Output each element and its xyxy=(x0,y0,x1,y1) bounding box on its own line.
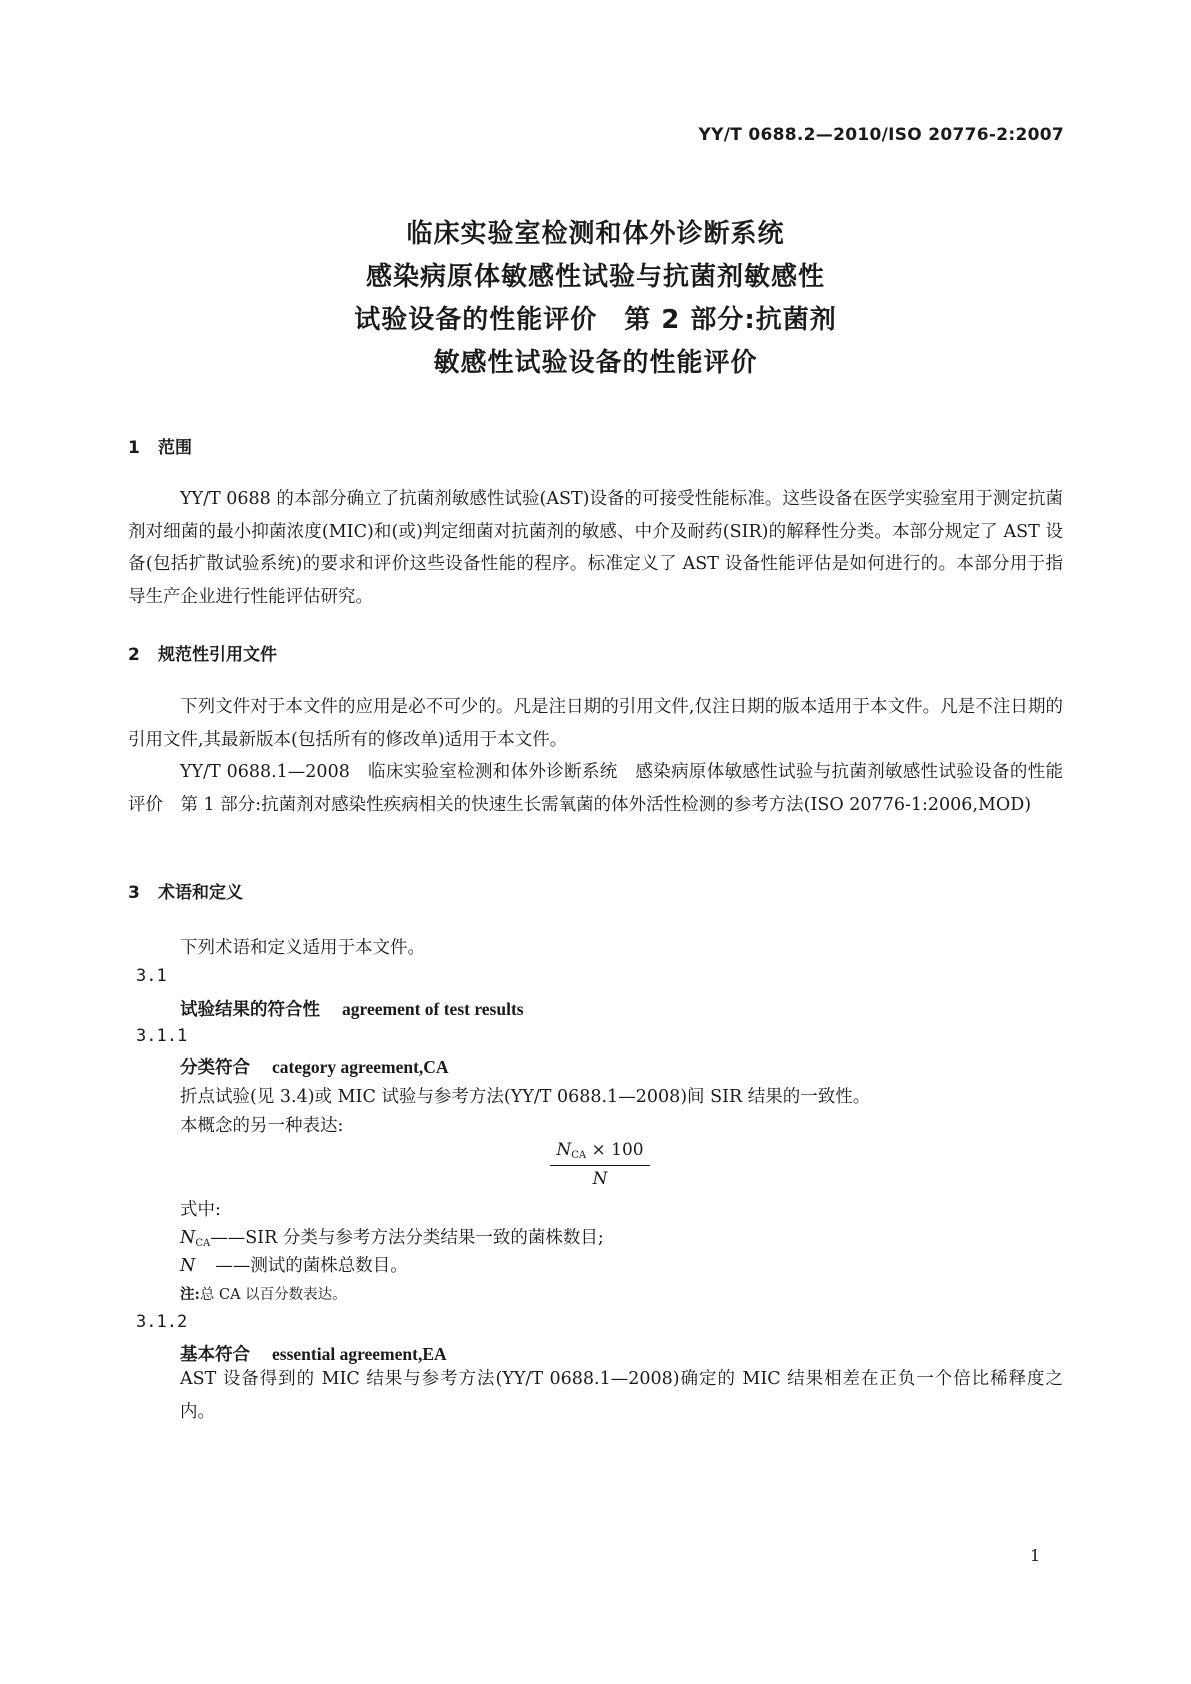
page-number: 1 xyxy=(1030,1546,1041,1565)
term-3-1-en: agreement of test results xyxy=(342,999,524,1019)
term-3-1-1-en: category agreement,CA xyxy=(272,1057,449,1077)
term-3-1 xyxy=(180,996,524,1021)
section-1-heading xyxy=(128,433,192,458)
term-3-1-number: 3.1 xyxy=(136,966,167,986)
section-2-text-1: 下列文件对于本文件的应用是必不可少的。凡是注日期的引用文件,仅注日期的版本适用于本文件。凡是不注日期的引用文件,其最新版本(包括所有的修改单)适用于本文件。 xyxy=(128,697,1063,750)
note-label: 注: xyxy=(180,1286,200,1303)
title-line-3: 试验设备的性能评价 第 2 部分:抗菌剂 xyxy=(354,305,837,335)
term-3-1-2-en: essential agreement,EA xyxy=(272,1344,447,1364)
section-2-title: 规范性引用文件 xyxy=(158,645,277,665)
section-2-text-2: YY/T 0688.1—2008 临床实验室检测和体外诊断系统 感染病原体敏感性试验与抗菌剂敏感性试验设备的性能评价 第 1 部分:抗菌剂对感染性疾病相关的快速生长需氧菌的体外活性检测的参考方法(ISO 20776-1:2006,MOD) xyxy=(128,762,1063,815)
term-3-1-2-definition: AST 设备得到的 MIC 结果与参考方法(YY/T 0688.1—2008)确定的 MIC 结果相差在正负一个倍比稀释度之内。 xyxy=(180,1369,1063,1422)
section-3-intro: 下列术语和定义适用于本文件。 xyxy=(180,938,425,958)
section-2-paragraph-2 xyxy=(128,756,1063,821)
title-line-4: 敏感性试验设备的性能评价 xyxy=(433,348,758,378)
section-2-heading xyxy=(128,640,277,665)
term-3-1-1-zh: 分类符合 xyxy=(180,1058,250,1078)
term-3-1-1 xyxy=(180,1054,449,1079)
standard-code: YY/T 0688.2—2010/ISO 20776-2:2007 xyxy=(698,125,1064,145)
section-1-paragraph xyxy=(128,483,1063,613)
ca-formula xyxy=(550,1140,650,1189)
term-3-1-1-number: 3.1.1 xyxy=(136,1026,188,1046)
section-3-title: 术语和定义 xyxy=(158,883,243,903)
note xyxy=(180,1283,347,1304)
term-3-1-2-zh: 基本符合 xyxy=(180,1345,250,1365)
section-3-heading xyxy=(128,878,243,903)
title-line-1: 临床实验室检测和体外诊断系统 xyxy=(406,219,785,249)
note-text: 总 CA 以百分数表达。 xyxy=(199,1287,347,1303)
formula-numerator: $N_{CA} \times 100$ xyxy=(556,1140,644,1161)
section-2-paragraph-1 xyxy=(128,691,1063,756)
term-3-1-2-number: 3.1.2 xyxy=(136,1312,188,1332)
section-1-text: YY/T 0688 的本部分确立了抗菌剂敏感性试验(AST)设备的可接受性能标准。这些设备在医学实验室用于测定抗菌剂对细菌的最小抑菌浓度(MIC)和(或)判定细菌对抗菌剂的敏感、中介及耐药(SIR)的解释性分类。本部分规定了 AST 设备(包括扩散试验系统)的要求和评价这些设备性能的程序。标准定义了 AST 设备性能评估是如何进行的。本部分用于指导生产企业进行性能评估研究。 xyxy=(128,489,1063,607)
term-3-1-zh: 试验结果的符合性 xyxy=(180,1000,320,1020)
where-item-nca: $N_{CA}——SIR$ 分类与参考方法分类结果一致的菌株数目; xyxy=(180,1228,604,1249)
section-1-title: 范围 xyxy=(158,438,192,458)
formula-denominator: N xyxy=(592,1169,608,1189)
section-2-number: 2 xyxy=(128,645,140,665)
where-label: 式中: xyxy=(180,1200,221,1220)
term-3-1-1-alt-expression: 本概念的另一种表达: xyxy=(180,1116,344,1136)
where-item-n: N ——测试的菌株总数目。 xyxy=(180,1256,408,1276)
formula-fraction-bar xyxy=(550,1165,650,1166)
section-1-number: 1 xyxy=(128,438,140,458)
title-line-2: 感染病原体敏感性试验与抗菌剂敏感性 xyxy=(365,262,825,292)
section-3-number: 3 xyxy=(128,883,140,903)
term-3-1-1-definition: 折点试验(见 3.4)或 MIC 试验与参考方法(YY/T 0688.1—2008)间 SIR 结果的一致性。 xyxy=(180,1087,871,1107)
